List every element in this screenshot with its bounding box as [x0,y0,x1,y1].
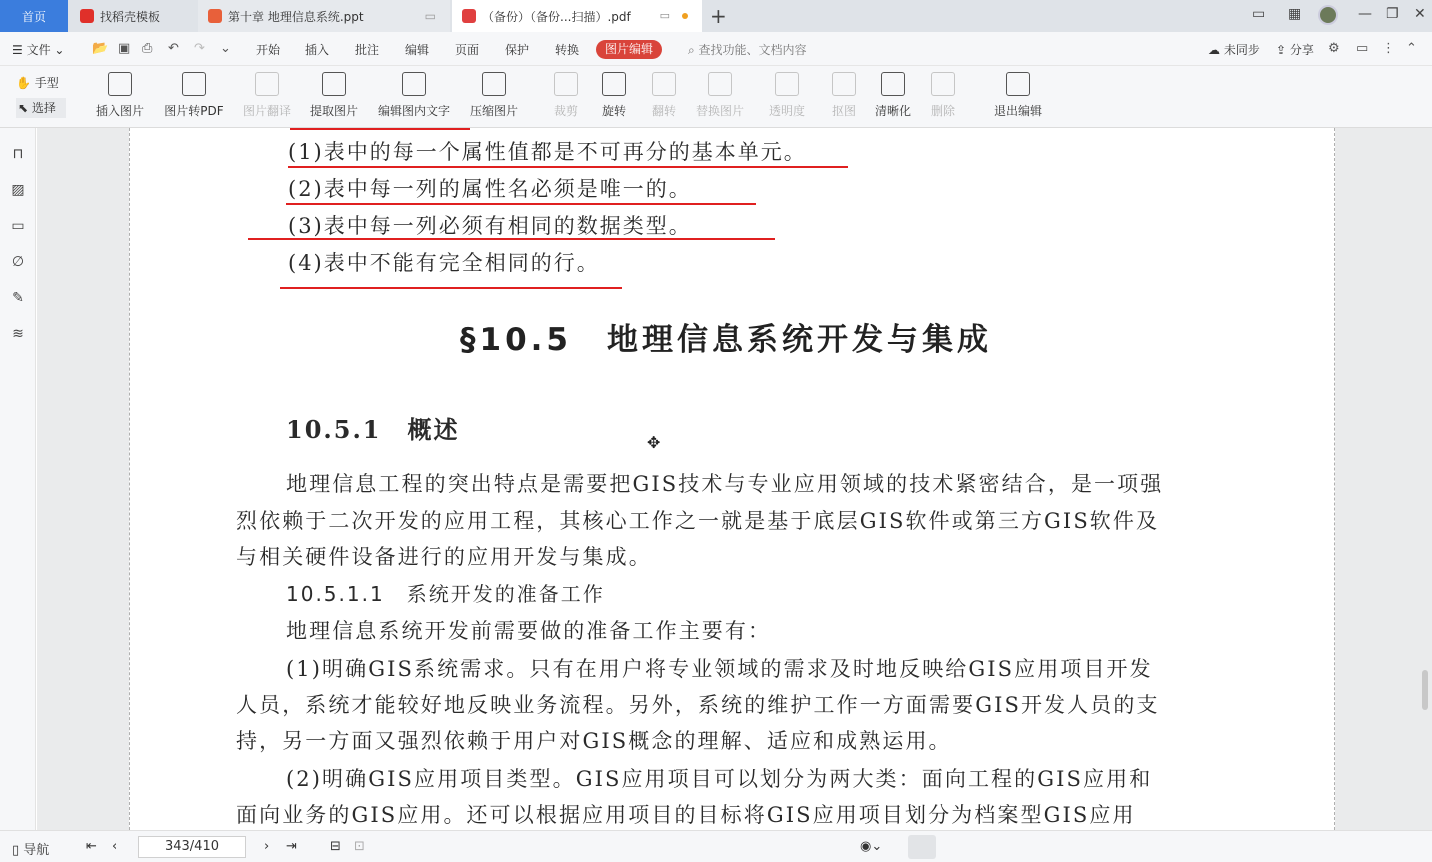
image-translate-label: 图片翻译 [242,104,291,118]
extract-image-button[interactable] [296,72,372,119]
cutout-icon [832,72,856,96]
single-page-view-button[interactable] [908,835,936,859]
menu-image-edit[interactable]: 图片编辑 [596,40,662,59]
transparency-button[interactable] [752,72,822,119]
left-sidebar [0,128,36,830]
hand-label: 手型 [34,76,59,90]
signature-icon[interactable]: ✎ [12,290,24,306]
underline-2 [286,203,756,205]
paragraph-line: (2)明确GIS应用项目类型。GIS应用项目可以划分为两大类：面向工程的GIS应用和 [286,767,1153,791]
exit-edit-button[interactable] [980,72,1056,119]
underline-1 [288,166,848,168]
menu-page[interactable]: 页面 [455,43,480,57]
image-to-pdf-label: 图片转PDF [164,104,224,118]
close-window-icon[interactable]: ✕ [1414,6,1426,22]
search-function[interactable]: ⌕ 查找功能、文档内容 [688,43,807,57]
tab-ppt[interactable] [198,0,450,32]
menu-start[interactable]: 开始 [256,43,281,57]
paragraph-line: (1)明确GIS系统需求。只有在用户将专业领域的需求及时地反映给GIS应用项目开发 [286,657,1153,681]
replace-image-button[interactable] [684,72,756,119]
ppt-icon [208,9,222,23]
translate-icon [255,72,279,96]
close-icon[interactable]: ▭ [424,9,436,23]
exit-icon [1006,72,1030,96]
tab-home-label: 首页 [21,9,46,24]
list-item: (2)表中每一列的属性名必须是唯一的。 [288,177,692,201]
sync-label: 未同步 [1223,43,1260,57]
document-viewport[interactable] [37,128,1432,830]
menu-file[interactable]: ☰ 文件 ⌄ [12,43,65,57]
sharpen-label: 清晰化 [874,104,911,118]
next-page-icon[interactable]: › [264,839,270,854]
image-translate-button[interactable] [229,72,305,119]
delete-label: 删除 [930,104,955,118]
insert-image-label: 插入图片 [95,104,144,118]
title-tab-bar [0,0,1432,32]
open-icon[interactable]: 📂 [92,41,109,56]
edit-image-text-button[interactable] [374,72,454,119]
tab-template[interactable] [70,0,198,32]
image-to-pdf-button[interactable] [156,72,232,119]
thumbnail-icon[interactable]: ▨ [11,182,25,198]
menu-insert[interactable]: 插入 [305,43,330,57]
fit-page-icon[interactable]: ⊡ [354,839,365,854]
exit-edit-label: 退出编辑 [993,104,1042,118]
replace-image-label: 替换图片 [695,104,744,118]
image-pdf-icon [182,72,206,96]
move-cursor-icon: ✥ [647,433,661,452]
last-page-icon[interactable]: ⇥ [286,839,297,854]
share-label: 分享 [1289,43,1314,57]
comment-icon[interactable]: ▭ [1356,41,1369,56]
compress-image-label: 压缩图片 [469,104,518,118]
print-icon[interactable]: ⎙ [142,41,153,56]
menu-protect[interactable]: 保护 [505,43,530,57]
fit-width-icon[interactable]: ⊟ [330,839,341,854]
sync-status[interactable]: ☁ 未同步 [1208,43,1260,57]
paragraph-line: 持，另一方面又强烈依赖于用户对GIS概念的理解、适应和成熟运用。 [236,729,952,753]
compress-image-button[interactable] [456,72,532,119]
sharpen-icon [881,72,905,96]
first-page-icon[interactable]: ⇤ [86,839,97,854]
menu-bar [0,32,1432,66]
nav-toggle[interactable]: ▯ 导航 [12,843,50,858]
minimize-icon[interactable]: — [1358,6,1372,22]
menu-file-label: 文件 [26,43,51,57]
section-title: §10.5 地理信息系统开发与集成 [460,322,992,358]
ribbon-toolbar [0,66,1432,128]
more-icon[interactable]: ⌄ [220,41,231,56]
subsubsection-title: 10.5.1.1 系统开发的准备工作 [286,582,605,606]
underline-top [290,128,470,130]
flip-label: 翻转 [651,104,676,118]
hand-tool[interactable]: ✋ 手型 [16,76,59,90]
layers-icon[interactable]: ≋ [12,326,24,342]
extract-image-label: 提取图片 [309,104,358,118]
extract-icon [322,72,346,96]
list-item: (4)表中不能有完全相同的行。 [288,251,600,275]
search-function-label: 查找功能、文档内容 [698,43,807,57]
settings-icon[interactable]: ⚙ [1328,41,1340,56]
undo-icon[interactable]: ↶ [168,41,179,56]
paragraph-line: 人员，系统才能较好地反映业务流程。另外，系统的维护工作一方面需要GIS开发人员的支 [236,693,1160,717]
paragraph-line: 地理信息工程的突出特点是需要把GIS技术与专业应用领域的技术紧密结合，是一项强 [286,472,1164,496]
list-item: (1)表中的每一个属性值都是不可再分的基本单元。 [288,140,807,164]
monitor-icon: ▭ [659,9,670,22]
layout-icon[interactable]: ▭ [1252,6,1266,22]
paragraph-line: 面向业务的GIS应用。还可以根据应用项目的目标将GIS应用项目划分为档案型GIS应用 [236,803,1136,827]
paragraph-line: 与相关硬件设备进行的应用开发与集成。 [236,545,652,569]
grid-icon[interactable]: ▦ [1288,6,1302,22]
edit-text-icon [402,72,426,96]
replace-icon [708,72,732,96]
comment-list-icon[interactable]: ▭ [11,218,25,234]
delete-icon [931,72,955,96]
edit-image-text-label: 编辑图内文字 [377,104,450,118]
rotate-icon [602,72,626,96]
save-icon[interactable]: ▣ [118,41,131,56]
tab-home[interactable] [0,0,68,32]
status-bar [0,830,1432,862]
menu-convert[interactable]: 转换 [555,43,580,57]
select-tool[interactable]: ⬉ 选择 [16,98,66,118]
pdf-page [129,128,1335,830]
paragraph-line: 烈依赖于二次开发的应用工程，其核心工作之一就是基于底层GIS软件或第三方GIS软件及 [236,509,1160,533]
kebab-icon[interactable]: ⋮ [1382,41,1395,56]
subsection-title: 10.5.1 概述 [286,415,460,444]
menu-edit[interactable]: 编辑 [405,43,430,57]
tab-ppt-label: 第十章 地理信息系统.ppt [228,9,364,24]
rotate-label: 旋转 [601,104,626,118]
compress-icon [482,72,506,96]
tab-pdf[interactable] [452,0,702,32]
flip-icon [652,72,676,96]
eye-protection-icon[interactable]: ◉⌄ [860,839,883,854]
attachment-icon[interactable]: ∅ [11,254,25,270]
image-icon [108,72,132,96]
nav-label: 导航 [23,843,50,858]
collapse-icon[interactable]: ⌃ [1406,41,1417,56]
restore-icon[interactable]: ❐ [1386,6,1399,22]
menu-annotate[interactable]: 批注 [355,43,380,57]
paragraph-line: 地理信息系统开发前需要做的准备工作主要有： [286,619,772,643]
list-item: (3)表中每一列必须有相同的数据类型。 [288,214,692,238]
transparency-icon [775,72,799,96]
pdf-icon [462,9,476,23]
vertical-scrollbar[interactable] [1422,670,1428,710]
redo-icon[interactable]: ↷ [194,41,205,56]
unsaved-dot-icon [682,13,688,19]
bookmark-icon[interactable]: ⊓ [12,146,24,162]
avatar[interactable] [1318,5,1338,25]
crop-label: 裁剪 [553,104,578,118]
select-label: 选择 [31,101,56,115]
tab-pdf-label: （备份）（备份...扫描）.pdf [482,9,631,24]
underline-4 [280,287,622,289]
cutout-label: 抠图 [831,104,856,118]
transparency-label: 透明度 [768,104,805,118]
crop-icon [554,72,578,96]
delete-button[interactable] [914,72,972,119]
insert-image-button[interactable] [82,72,158,119]
share-button[interactable]: ⇪ 分享 [1276,43,1314,57]
docer-icon [80,9,94,23]
new-tab-icon[interactable]: + [710,4,727,28]
page-number-input[interactable]: 343/410 [138,836,246,858]
underline-3 [248,238,775,240]
prev-page-icon[interactable]: ‹ [112,839,118,854]
tab-template-label: 找稻壳模板 [100,9,161,24]
